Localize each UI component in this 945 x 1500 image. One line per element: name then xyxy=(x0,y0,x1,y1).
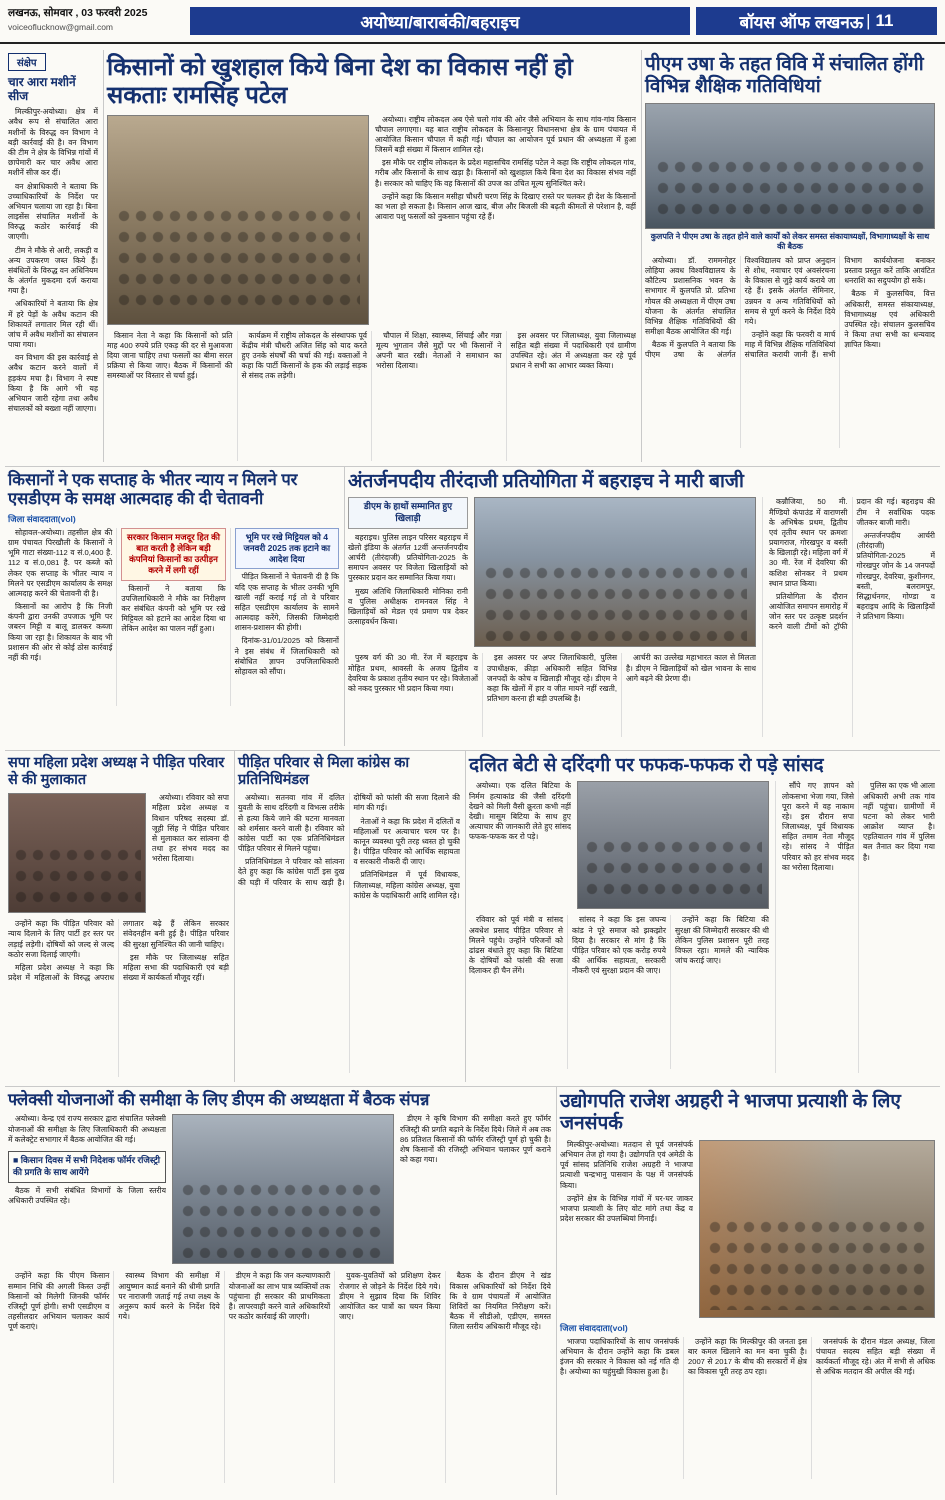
paragraph: अयोध्या। डॉ. राममनोहर लोहिया अवध विश्वविद्यालय के कौटिल्य प्रशासनिक भवन के सभागार में कुलपति प्रो. प्रतिभा गोयल की अध्यक्षता में पीएम उषा योजना के अंतर्गत संचालित विभिन्न शैक्षिक गतिविधियों की समीक्षा बैठक आयोजित की गई। xyxy=(645,255,736,337)
paragraph: बैठक में कुलसचिव, वित्त अधिकारी, समस्त संकायाध्यक्ष, विभागाध्यक्ष एवं अधिकारी उपस्थित रहे। संचालन कुलसचिव ने किया तथा सभी का धन्यवाद ज्ञापित किया। xyxy=(844,289,935,350)
article-body xyxy=(238,793,460,1073)
article-flexi-review xyxy=(5,1086,557,1495)
paragraph: अयोध्या। राष्ट्रीय लोकदल अब ऐसे चलो गांव की ओर जैसे अभियान के साथ गांव-गांव किसान चौपाल लगाएगा। यह बात राष्ट्रीय लोकदल के किसानपुर विधानसभा क्षेत्र के ग्राम पंचायत में आयोजित किसान चौपाल में कही गई। चौपाल का आयोजन पूर्व प्रधान की अध्यक्षता में हुआ जिसमें बड़ी संख्या में किसान शामिल रहे। xyxy=(375,114,636,155)
paragraph: अधिकारियों ने बताया कि क्षेत्र में हरे पेड़ों के अवैध कटान की शिकायतें लगातार मिल रही थीं। जांच में अवैध मशीनों का संचालन पाया गया। xyxy=(8,299,98,350)
brief-column xyxy=(5,50,104,462)
subhead-dm-award: डीएम के हाथों सम्मानित हुए खिलाड़ी xyxy=(348,497,468,528)
paragraph: स्वास्थ्य विभाग की समीक्षा में आयुष्मान कार्ड बनाने की धीमी प्रगति पर नाराजगी जताई गई तथा लक्ष्य के अनुरूप कार्य करने के निर्देश दिये गये। xyxy=(118,1271,220,1322)
paragraph: अयोध्या। केन्द्र एवं राज्य सरकार द्वारा संचालित फ्लेक्सी योजनाओं की समीक्षा के लिए जिलाधिकारी की अध्यक्षता में कलेक्ट्रेट सभागार में बैठक आयोजित की गई। xyxy=(8,1114,166,1144)
article-body-bottom xyxy=(560,1337,935,1479)
masthead-date: लखनऊ, सोमवार , 03 फरवरी 2025 xyxy=(8,7,148,19)
article-body-left2 xyxy=(8,1186,166,1209)
paragraph: प्रतिनिधिमंडल ने परिवार को सांत्वना देते हुए कहा कि कांग्रेस पार्टी इस दुख की घड़ी में परिवार के साथ खड़ी है। दोषियों को फांसी की सजा दिलाने की मांग की गई। xyxy=(238,793,460,887)
article-body-bottom xyxy=(8,919,229,1077)
paragraph: मुख्य अतिथि जिलाधिकारी मोनिका रानी व पुलिस अधीक्षक रामनवल सिंह ने खिलाड़ियों को मेडल एवं प्रमाण पत्र देकर उत्साहवर्धन किया। xyxy=(348,586,468,627)
paragraph: डीएम ने कृषि विभाग की समीक्षा करते हुए फॉर्मर रजिस्ट्री की प्रगति बढ़ाने के निर्देश दिये। जिले में अब तक 86 प्रतिशत किसानों की फॉर्मर रजिस्ट्री पूर्ण हो चुकी है। शेष किसानों की रजिस्ट्री अभियान चलाकर पूर्ण कराने को कहा गया। xyxy=(400,1114,551,1165)
article-body-right xyxy=(762,497,935,737)
paragraph: कन्नौजिया, 50 मी. मैण्डियो कंपाउंड में वाराणसी के अभिषेक प्रथम, द्वितीय एवं तृतीय स्थान पर क्रमशः प्रयागराज, गोरखपुर व बस्ती के खिलाड़ी रहे। महिला वर्ग में 30 मी. रेंज में देवरिया की कशिश सोनकर ने प्रथम स्थान प्राप्त किया। xyxy=(769,497,848,588)
paragraph: सौंपे गए ज्ञापन को लोकसभा भेजा गया, जिसे पूरा करने में वह नाकाम रहे। इस दौरान सपा जिलाध्यक्ष, पूर्व विधायक सहित तमाम नेता मौजूद रहे। सांसद ने पीड़ित परिवार को हर संभव मदद का भरोसा दिलाया। xyxy=(782,781,854,872)
body-part-3 xyxy=(235,572,339,677)
article-body-left1 xyxy=(8,1114,166,1148)
paragraph: पुरुष वर्ग की 30 मी. रेंज में बहराइच के मोहित प्रथम, श्रावस्ती के अजय द्वितीय व देवरिया के प्रकाश तृतीय स्थान पर रहे। विजेताओं को नकद पुरस्कार भी प्रदान किया गया। xyxy=(348,653,478,693)
paragraph: आर्चरी का उल्लेख महाभारत काल से मिलता है। डीएम ने खिलाड़ियों को खेल भावना के साथ आगे बढ़ने की प्रेरणा दी। xyxy=(626,653,756,683)
paragraph: उन्होंने कहा कि पीड़ित परिवार को न्याय दिलाने के लिए पार्टी हर स्तर पर लड़ाई लड़ेगी। दोषियों को जल्द से जल्द कठोर सजा दिलाई जाएगी। xyxy=(8,919,114,959)
paragraph: दिनांक-31/01/2025 को किसानों ने इस संबंध में जिलाधिकारी को संबोधित ज्ञापन उपजिलाधिकारी सोहावल को सौंपा। xyxy=(234,636,339,676)
article-body-left xyxy=(348,533,468,649)
paragraph: पुलिस का एक भी आला अधिकारी अभी तक गांव नहीं पहुंचा। ग्रामीणों में घटना को लेकर भारी आक्रोश व्याप्त है। एहतियातन गांव में पुलिस बल तैनात कर दिया गया है। xyxy=(863,781,935,862)
paragraph: इस मौके पर जिलाध्यक्ष सहित महिला सभा की पदाधिकारी एवं बड़ी संख्या में कार्यकर्ता मौजूद रहीं। xyxy=(123,952,229,983)
byline-district-reporter: जिला संवाददाता(vol) xyxy=(560,1322,628,1333)
paragraph: रविवार को पूर्व मंत्री व सांसद अवधेश प्रसाद पीड़ित परिवार से मिलने पहुंचे। उन्होंने परिजनों को ढांढस बंधाते हुए कहा कि बिटिया के दोषियों को फांसी की सजा दिलाकर ही चैन लेंगे। xyxy=(469,915,563,976)
paragraph: बैठक के दौरान डीएम ने खंड विकास अधिकारियों को निर्देश दिये कि वे ग्राम पंचायतों में आयोजित शिविरों का नियमित निरीक्षण करें। बैठक में सीडीओ, एडीएम, समस्त जिला स्तरीय अधिकारी मौजूद रहे। xyxy=(449,1271,551,1332)
paragraph: पीड़ित किसानों ने चेतावनी दी है कि यदि एक सप्ताह के भीतर उनकी भूमि खाली नहीं कराई गई तो वे परिवार सहित एसडीएम कार्यालय के सामने आत्मदाह करेंगे, जिसकी जिम्मेदारी शासन-प्रशासन की होगी। xyxy=(234,572,339,633)
brief-kicker: संक्षेप xyxy=(8,53,46,71)
paragraph: इस मौके पर राष्ट्रीय लोकदल के प्रदेश महासचिव रामसिंह पटेल ने कहा कि राष्ट्रीय लोकदल गांव, गरीब और किसानों के साथ खड़ा है। किसानों को खुशहाल किये बिना देश का विकास संभव नहीं है। सरकार को चाहिए कि वह किसानों की उपज का उचित मूल्य सुनिश्चित करे। xyxy=(375,158,636,188)
paragraph: उन्होंने कहा कि पीएम किसान सम्मान निधि की अगली किस्त उन्हीं किसानों को मिलेगी जिनकी फॉर्मर रजिस्ट्री पूर्ण होगी। सभी एसडीएम व तहसीलदार अभियान चलाकर कार्य पूर्ण कराएं। xyxy=(8,1271,110,1332)
highlight-blue-box: भूमि पर रखे मिट्टियल को 4 जनवरी 2025 तक हटाने का आदेश दिया xyxy=(235,528,339,570)
article-body-bottom xyxy=(8,1271,551,1483)
article-body-right xyxy=(775,781,935,1073)
article-kisan-chaupal xyxy=(104,50,642,462)
paragraph: प्रतिनिधिमंडल में पूर्व विधायक, जिलाध्यक्ष, महिला कांग्रेस अध्यक्ष, युवा कांग्रेस के पदाधिकारी आदि शामिल रहे। xyxy=(353,870,460,900)
photo-family-visit xyxy=(8,793,146,913)
headline-bjp-campaign: उद्योगपति राजेश अग्रहरी ने भाजपा प्रत्याशी के लिए जनसंपर्क xyxy=(560,1091,901,1135)
headline-kisan-chaupal: किसानों को खुशहाल किये बिना देश का विकास नहीं हो सकताः रामसिंह पटेल xyxy=(107,54,573,110)
article-body-side xyxy=(560,1140,693,1320)
paragraph: भाजपा पदाधिकारियों के साथ जनसंपर्क अभियान के दौरान उन्होंने कहा कि डबल इंजन की सरकार ने विकास को नई गति दी है। अयोध्या का चहुंमुखी विकास हुआ है। xyxy=(560,1336,679,1377)
page-separator: | xyxy=(866,11,871,30)
headline-pm-usha: पीएम उषा के तहत विवि में संचालित होंगी विभिन्न शैक्षिक गतिविधियां xyxy=(645,54,924,98)
headline-flexi-review: फ्लेक्सी योजनाओं की समीक्षा के लिए डीएम की अध्यक्षता में बैठक संपन्न xyxy=(8,1091,430,1109)
paragraph: प्रतियोगिता के दौरान आयोजित समापन समारोह में जोन स्तर पर उत्कृष्ट प्रदर्शन करने वाली टीमों को ट्रॉफी प्रदान की गई। बहराइच की टीम ने सर्वाधिक पदक जीतकर बाजी मारी। xyxy=(769,497,935,632)
photo-university-meeting xyxy=(645,103,935,229)
region-banner: अयोध्या/बाराबंकी/बहराइच xyxy=(190,7,690,35)
paragraph: नेताओं ने कहा कि प्रदेश में दलितों व महिलाओं पर अत्याचार चरम पर है। कानून व्यवस्था पूरी तरह ध्वस्त हो चुकी है। पीड़ित परिवार को आर्थिक सहायता व सरकारी नौकरी दी जाए। xyxy=(353,816,460,867)
brief-body xyxy=(8,107,98,451)
brief-headline: चार आरा मशीनें सीज xyxy=(8,75,76,104)
article-archery xyxy=(345,466,940,746)
article-body-mid xyxy=(348,653,756,737)
headline-sp-mahila: सपा महिला प्रदेश अध्यक्ष ने पीड़ित परिवार से की मुलाकात xyxy=(8,755,225,789)
paragraph: अयोध्या। सतनवा गांव में दलित युवती के साथ दरिंदगी व विभत्स तरीके से हत्या किये जाने की घटना मानवता को शर्मसार करने वाली है। रविवार को कांग्रेस पार्टी का एक प्रतिनिधिमंडल पीड़ित परिवार से मिलने पहुंचा। xyxy=(238,793,345,854)
paper-name-banner xyxy=(696,7,937,35)
photo-bjp-jansampark xyxy=(699,1140,935,1318)
article-body xyxy=(645,256,935,448)
paragraph: इस अवसर पर अपर जिलाधिकारी, पुलिस उपाधीक्षक, क्रीड़ा अधिकारी सहित विभिन्न जनपदों के कोच व खिलाड़ी मौजूद रहे। डीएम ने कहा कि खेलों में हार व जीत मायने नहीं रखती, प्रतिभाग करना ही बड़ी उपलब्धि है। xyxy=(487,653,617,704)
paragraph: महिला प्रदेश अध्यक्ष ने कहा कि प्रदेश में महिलाओं के विरुद्ध अपराध लगातार बढ़े हैं लेकिन सरकार संवेदनहीन बनी हुई है। पीड़ित परिवार की सुरक्षा सुनिश्चित की जानी चाहिए। xyxy=(8,919,229,983)
paragraph: सोहावल-अयोध्या। तहसील क्षेत्र की ग्राम पंचायत पिरखौली के किसानों ने भूमि गाटा संख्या-112 व सं.0,400 है. 112 व सं.0,081 है. पर कब्जे को लेकर एक सप्ताह के भीतर न्याय न मिलने पर एसडीएम कार्यालय के समक्ष आत्मदाह करने की चेतावनी दी है। xyxy=(8,527,113,598)
article-mp-cried xyxy=(466,750,940,1082)
paragraph: मिल्कीपुर-अयोध्या। क्षेत्र में अवैध रूप से संचालित आरा मशीनों के विरुद्ध वन विभाग ने बड़ी कार्रवाई की है। वन विभाग की टीम ने क्षेत्र के विभिन्न गांवों में छापेमारी कर चार अवैध आरा मशीनें सीज कर दीं। xyxy=(8,107,98,178)
photo-archery-winners xyxy=(474,497,756,647)
paper-name: बॉयस ऑफ लखनऊ xyxy=(739,12,864,32)
paragraph: अयोध्या। रविवार को सपा महिला प्रदेश अध्यक्ष व विधान परिषद सदस्या डॉ. जूही सिंह ने पीड़ित परिवार से मुलाकात कर सांत्वना दी तथा हर संभव मदद का भरोसा दिलाया। xyxy=(152,793,229,864)
article-sp-mahila xyxy=(5,750,235,1082)
paragraph: चौपाल में शिक्षा, स्वास्थ्य, सिंचाई और गन्ना मूल्य भुगतान जैसे मुद्दों पर भी किसानों ने अपनी बात रखी। नेताओं ने समाधान का भरोसा दिलाया। xyxy=(376,330,502,371)
article-congress-delegation xyxy=(235,750,466,1082)
article-body-right xyxy=(400,1114,551,1266)
paragraph: कार्यक्रम में राष्ट्रीय लोकदल के संस्थापक पूर्व केंद्रीय मंत्री चौधरी अजित सिंह को याद करते हुए उनके संघर्षों की चर्चा की गई। वक्ताओं ने कहा कि पार्टी किसानों के हक की लड़ाई सड़क से संसद तक लड़ेगी। xyxy=(241,330,367,381)
paragraph: उन्होंने कहा कि फरवरी व मार्च माह में विभिन्न शैक्षिक गतिविधियां संचालित करायी जानी हैं। सभी विभाग कार्ययोजना बनाकर प्रस्ताव प्रस्तुत करें ताकि आवंटित धनराशि का सदुपयोग हो सके। xyxy=(744,255,935,360)
paragraph: उन्होंने कहा कि मिल्कीपुर की जनता इस बार कमल खिलाने का मन बना चुकी है। 2007 से 2017 के बीच की सरकारों में क्षेत्र का विकास पूरी तरह ठप रहा। xyxy=(688,1336,807,1377)
paragraph: सांसद ने कहा कि इस जघन्य कांड ने पूरे समाज को झकझोर दिया है। सरकार से मांग है कि पीड़ित परिवार को एक करोड़ रुपये की आर्थिक सहायता, सरकारी नौकरी एवं सुरक्षा प्रदान की जाए। xyxy=(572,915,666,976)
paragraph: युवक-युवतियों को प्रशिक्षण देकर रोजगार से जोड़ने के निर्देश दिये गये। डीएम ने सुझाव दिया कि शिविर आयोजित कर पात्रों का चयन किया जाए। xyxy=(339,1271,441,1322)
paragraph: मिल्कीपुर-अयोध्या। मतदान से पूर्व जनसंपर्क अभियान तेज हो गया है। उद्योगपति एवं अमेठी के पूर्व सांसद प्रतिनिधि राजेश अग्रहरी ने भाजपा प्रत्याशी चन्द्रभानु पासवान के पक्ष में जनसंपर्क किया। xyxy=(560,1139,693,1190)
paragraph: किसानों का आरोप है कि निजी कंपनी द्वारा उनकी उपजाऊ भूमि पर जबरन मिट्टी व बालू डालकर कब्जा किया जा रहा है। शिकायत के बाद भी प्रशासन की ओर से कोई ठोस कार्रवाई नहीं की गई। xyxy=(8,602,113,662)
masthead-left xyxy=(8,6,188,32)
body-part-1 xyxy=(8,528,112,663)
body-part-2 xyxy=(121,584,225,635)
headline-archery: अंतर्जनपदीय तीरंदाजी प्रतियोगिता में बहराइच ने मारी बाजी xyxy=(348,471,744,492)
article-pm-usha xyxy=(642,50,940,462)
page-number: 11 xyxy=(875,11,894,30)
paragraph: उन्होंने कहा कि किसान मसीहा चौधरी चरण सिंह के दिखाए रास्ते पर चलकर ही देश के किसानों का भला हो सकता है। किसान आज खाद, बीज और बिजली की बढ़ती कीमतों से परेशान है, वहीं आवारा पशु फसलों को नुकसान पहुंचा रहे हैं। xyxy=(375,191,636,222)
headline-mp-cried: दलित बेटी से दरिंदगी पर फफक-फफक रो पड़े सांसद xyxy=(469,755,824,776)
article-body-side xyxy=(152,793,229,915)
paragraph: उन्होंने कहा कि बिटिया की सुरक्षा की जिम्मेदारी सरकार की थी लेकिन पुलिस प्रशासन पूरी तरह विफल रहा। मामले की न्यायिक जांच कराई जाए। xyxy=(675,915,769,966)
headline-farmers-warning: किसानों ने एक सप्ताह के भीतर न्याय न मिलने पर एसडीएम के समक्ष आत्मदाह की दी चेतावनी xyxy=(8,471,298,509)
paragraph: वन विभाग की इस कार्रवाई से अवैध कटान करने वालों में हड़कंप मचा है। विभाग ने स्पष्ट किया है कि आगे भी यह अभियान जारी रहेगा तथा अवैध संचालकों को बख्शा नहीं जाएगा। xyxy=(8,353,98,414)
paragraph: किसान नेता ने कहा कि किसानों को प्रति माह 400 रुपये प्रति एकड़ की दर से मुआवजा दिया जाना चाहिए तथा फसलों का बीमा सरल प्रक्रिया से किया जाए। बैठक में किसानों की समस्याओं पर विस्तार से चर्चा हुई। xyxy=(107,330,233,381)
highlight-red-box: सरकार किसान मजदूर हित की बात करती है लेकिन बड़ी कंपनियां किसानों का उत्पीड़न करने में लगी रहीं xyxy=(121,528,225,581)
paragraph: अन्तर्जनपदीय आर्चरी (तीरंदाजी) प्रतियोगिता-2025 में गोरखपुर जोन के 14 जनपदों गोरखपुर, देवरिया, कुशीनगर, बस्ती, बलरामपुर, सिद्धार्थनगर, गोण्डा व बहराइच आदि के खिलाड़ियों ने प्रतिभाग किया। xyxy=(856,530,935,622)
paragraph: अयोध्या। एक दलित बिटिया के निर्मम हत्याकांड की जैसी दरिंदगी देखने को मिली वैसी क्रूरता कभी नहीं देखी। मासूम बिटिया के साथ हुए अत्याचार की जानकारी लेते हुए सांसद फफक-फफक कर रो पड़े। xyxy=(469,781,571,842)
paragraph: इस अवसर पर जिलाध्यक्ष, युवा जिलाध्यक्ष सहित बड़ी संख्या में पदाधिकारी एवं ग्रामीण उपस्थित रहे। अंत में अध्यक्षता कर रहे पूर्व प्रधान ने सभी का आभार व्यक्त किया। xyxy=(510,330,636,371)
byline-district-reporter: जिला संवाददाता(vol) xyxy=(8,513,76,524)
article-body-top xyxy=(375,115,636,327)
photo-dm-meeting xyxy=(172,1114,394,1264)
paragraph: टीम ने मौके से आरी, लकड़ी व अन्य उपकरण जब्त किये हैं। संबंधितों के विरुद्ध वन अधिनियम के अंतर्गत मुकदमा दर्ज कराया गया है। xyxy=(8,245,98,296)
article-farmers-warning xyxy=(5,466,345,746)
paragraph: बैठक में कुलपति ने बताया कि पीएम उषा के अंतर्गत विश्वविद्यालय को प्राप्त अनुदान से शोध, नवाचार एवं अवसंरचना के विकास से जुड़े कार्य कराये जा रहे हैं। इसके अंतर्गत सेमिनार, उन्नयन व अन्य गतिविधियों को समय से पूर्ण करने के निर्देश दिये गये। xyxy=(645,255,836,360)
paragraph: जनसंपर्क के दौरान मंडल अध्यक्ष, जिला पंचायत सदस्य सहित बड़ी संख्या में कार्यकर्ता मौजूद रहे। अंत में सभी से अधिक से अधिक मतदान की अपील की गई। xyxy=(816,1336,935,1377)
paragraph: वन क्षेत्राधिकारी ने बताया कि उच्चाधिकारियों के निर्देश पर अभियान चलाया जा रहा है। बिना लाइसेंस संचालित मशीनों के विरुद्ध कठोर कार्रवाई की जाएगी। xyxy=(8,181,98,242)
headline-congress-delegation: पीड़ित परिवार से मिला कांग्रेस का प्रतिनिधिमंडल xyxy=(238,755,410,789)
paragraph: किसानों ने बताया कि उपजिलाधिकारी ने मौके का निरीक्षण कर संबंधित कंपनी को भूमि पर रखे मिट्टियल को हटाने का आदेश दिया था लेकिन आदेश का पालन नहीं हुआ। xyxy=(121,583,226,634)
article-bjp-campaign xyxy=(557,1086,940,1495)
paragraph: उन्होंने क्षेत्र के विभिन्न गांवों में घर-घर जाकर भाजपा प्रत्याशी के लिए वोट मांगे तथा केंद्र व प्रदेश सरकार की उपलब्धियां गिनाईं। xyxy=(560,1193,693,1224)
masthead xyxy=(0,0,945,44)
photo-caption-university: कुलपति ने पीएम उषा के तहत होने वाले कार्यों को लेकर समस्त संकायाध्यक्षों, विभागाध्यक्षों के साथ की बैठक xyxy=(650,231,930,251)
article-body-bottom xyxy=(107,331,636,461)
photo-mp-meeting xyxy=(577,781,769,909)
article-body-mid xyxy=(469,915,769,1069)
paragraph: बैठक में सभी संबंधित विभागों के जिला स्तरीय अधिकारी उपस्थित रहे। xyxy=(8,1185,166,1205)
paragraph: बहराइच। पुलिस लाइन परिसर बहराइच में खेलो इंडिया के अंतर्गत 12वीं अन्तर्जनपदीय आर्चरी (तीरंदाजी) प्रतियोगिता-2025 के समापन अवसर पर विजेता खिलाड़ियों को पुरस्कार प्रदान कर सम्मानित किया गया। xyxy=(348,532,468,583)
masthead-email: voiceoflucknow@gmail.com xyxy=(8,22,114,32)
article-body xyxy=(8,528,339,706)
photo-kisan-chaupal xyxy=(107,115,369,325)
boxed-brief-kisan-diwas: ■ किसान दिवस में सभी निदेशक फॉर्मर रजिस्ट्री की प्रगति के साथ आयेंगे xyxy=(8,1151,166,1183)
article-body-left xyxy=(469,781,571,911)
paragraph: डीएम ने कहा कि जन कल्याणकारी योजनाओं का लाभ पात्र व्यक्तियों तक पहुंचाना ही सरकार की प्राथमिकता है। लापरवाही करने वाले अधिकारियों पर कठोर कार्रवाई की जाएगी। xyxy=(228,1271,331,1322)
